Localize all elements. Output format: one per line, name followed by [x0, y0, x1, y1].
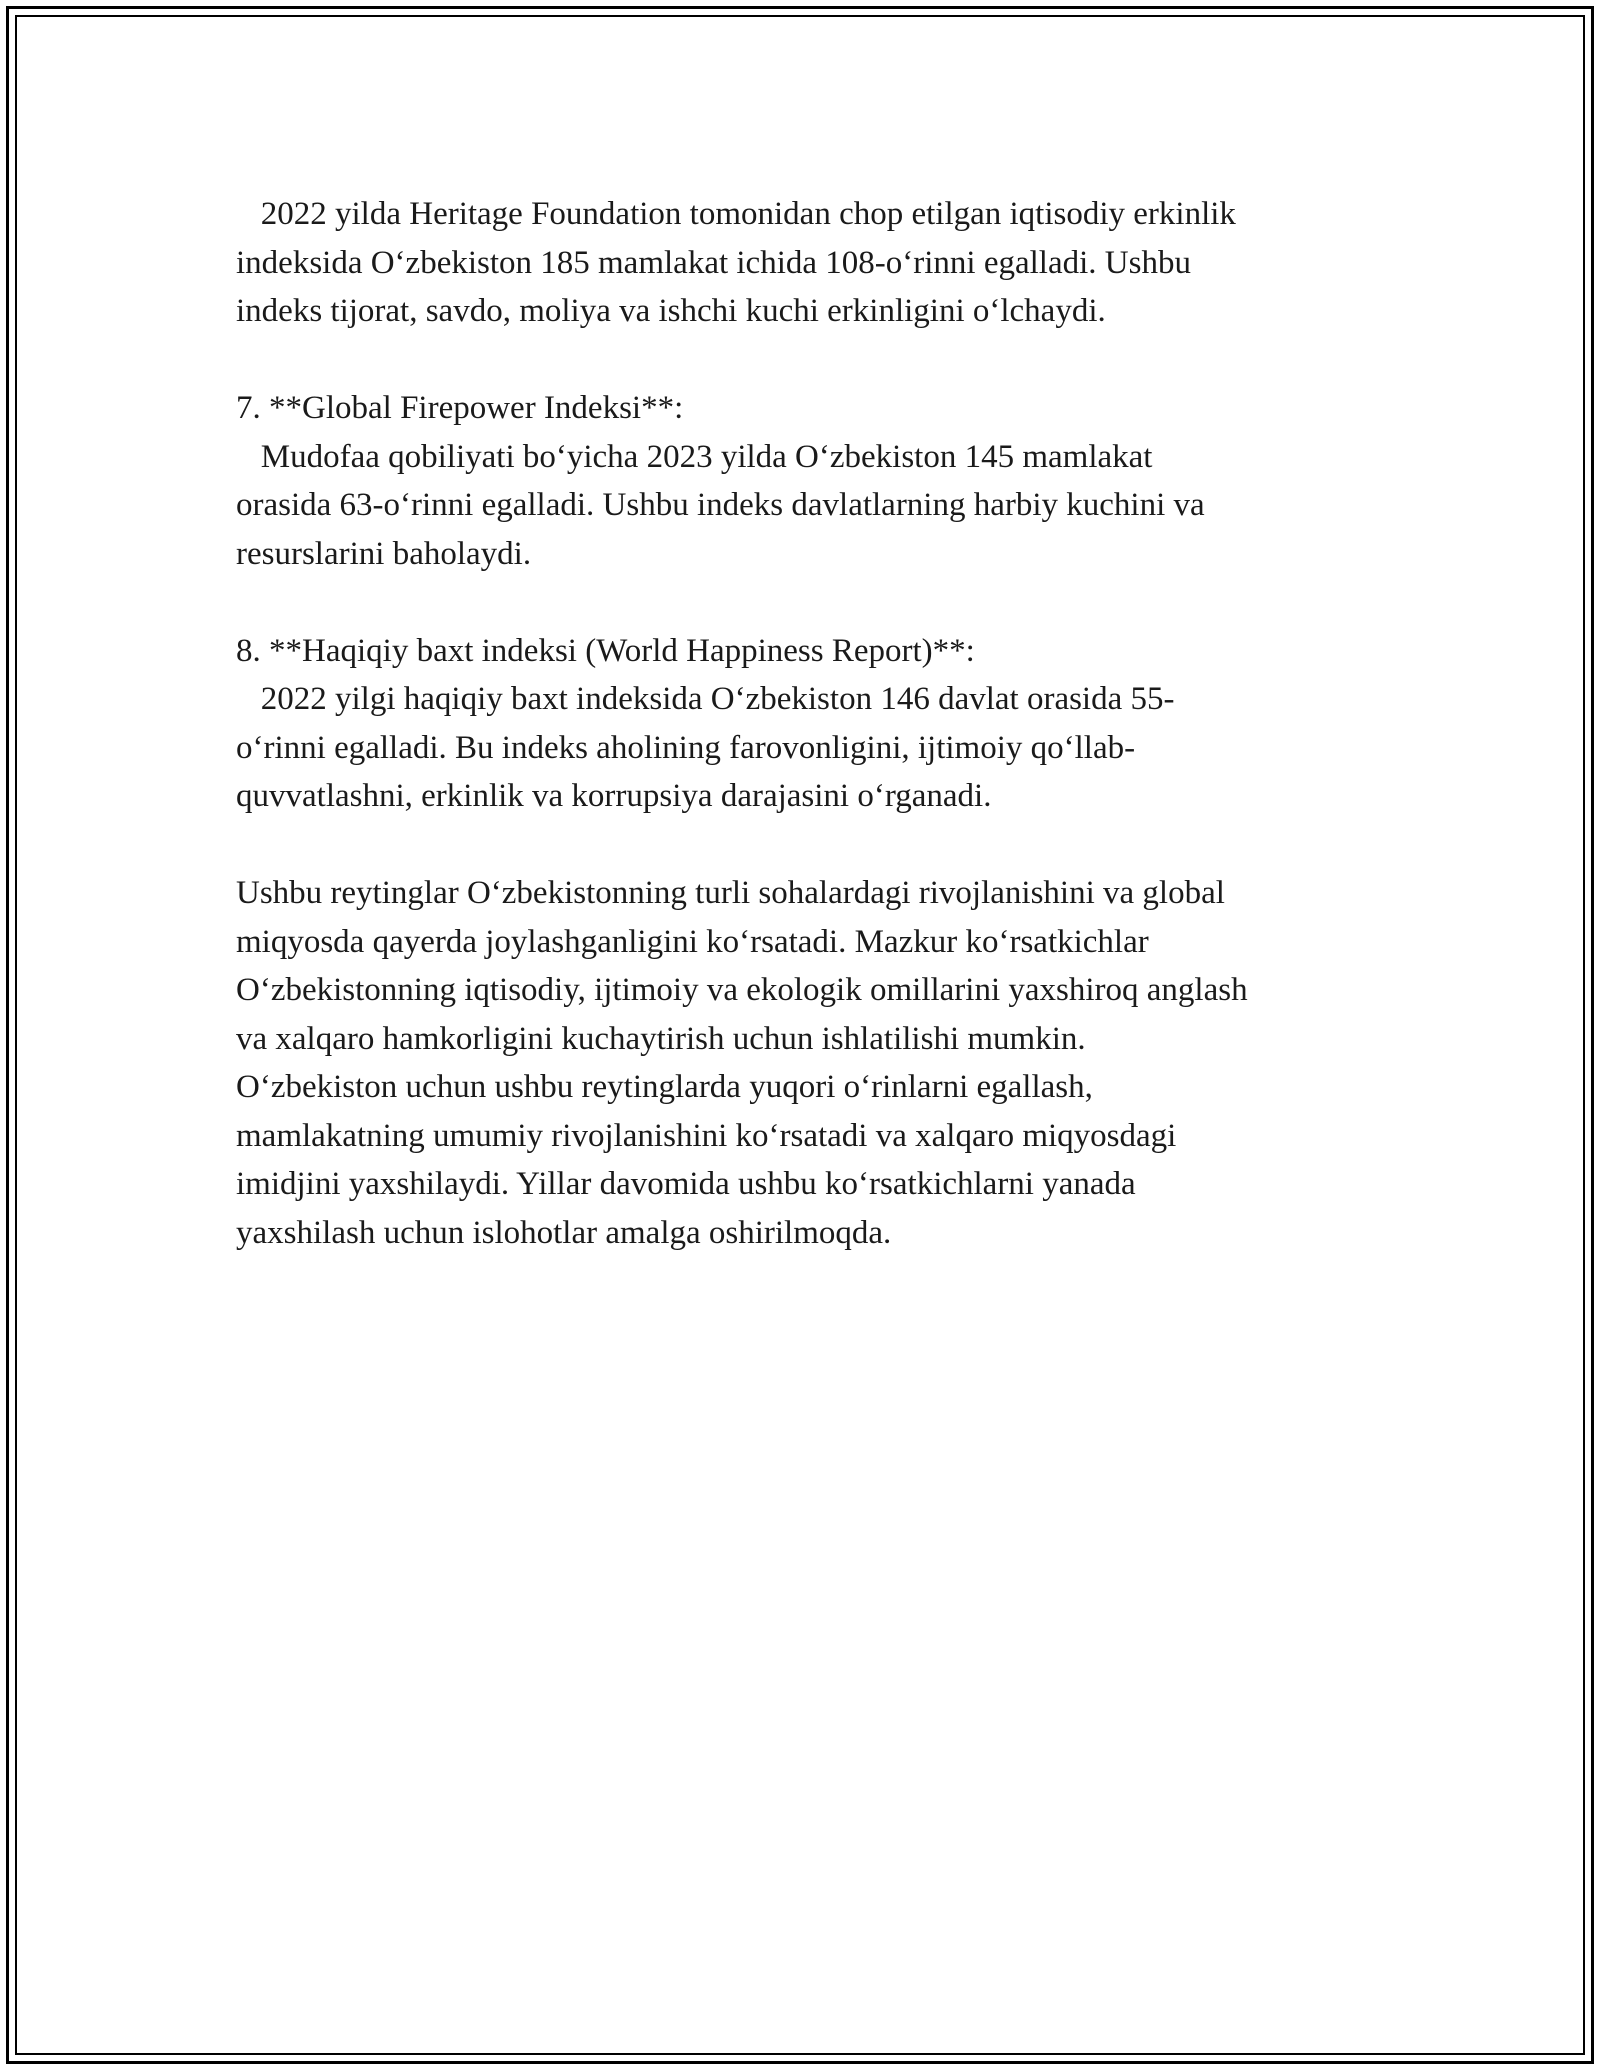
paragraph-conclusion — [236, 869, 1366, 1257]
text-line: yaxshilash uchun islohotlar amalga oshirilmoqda. — [236, 1214, 892, 1251]
text-line: indeks tijorat, savdo, moliya va ishchi kuchi erkinligini o‘lchaydi. — [236, 293, 1106, 329]
text-line: O‘zbekiston uchun ushbu reytinglarda yuqori o‘rinlarni egallash, — [236, 1069, 1093, 1105]
text-line: va xalqaro hamkorligini kuchaytirish uchun ishlatilishi mumkin. — [236, 1020, 1086, 1057]
text-line: Mudofaa qobiliyati bo‘yicha 2023 yilda O‘zbekiston 145 mamlakat — [236, 438, 1153, 475]
text-line: quvvatlashni, erkinlik va korrupsiya darajasini o‘rganadi. — [236, 778, 992, 814]
text-line: resurslarini baholaydi. — [236, 535, 532, 572]
section-heading: 8. **Haqiqiy baxt indeksi (World Happiness Report)**: — [236, 632, 975, 669]
text-line: miqyosda qayerda joylashganligini ko‘rsatadi. Mazkur ko‘rsatkichlar — [236, 923, 1149, 960]
text-line: o‘rinni egalladi. Bu indeks aholining farovonligini, ijtimoiy qo‘llab- — [236, 729, 1136, 766]
paragraph-world-happiness — [236, 627, 1366, 821]
text-line: Ushbu reytinglar O‘zbekistonning turli sohalardagi rivojlanishini va global — [236, 875, 1225, 911]
paragraph-global-firepower — [236, 384, 1366, 578]
text-line: O‘zbekistonning iqtisodiy, ijtimoiy va ekologik omillarini yaxshiroq anglash — [236, 972, 1248, 1008]
text-line: 2022 yilda Heritage Foundation tomonidan chop etilgan iqtisodiy erkinlik — [236, 196, 1236, 232]
paragraph-economic-freedom — [236, 190, 1366, 336]
section-heading: 7. **Global Firepower Indeksi**: — [236, 390, 684, 426]
text-line: 2022 yilgi haqiqiy baxt indeksida O‘zbekiston 146 davlat orasida 55- — [236, 681, 1175, 717]
text-line: mamlakatning umumiy rivojlanishini ko‘rsatadi va xalqaro miqyosdagi — [236, 1117, 1177, 1154]
text-line: indeksida O‘zbekiston 185 mamlakat ichida 108-o‘rinni egalladi. Ushbu — [236, 244, 1191, 281]
text-line: imidjini yaxshilaydi. Yillar davomida ushbu ko‘rsatkichlarni yanada — [236, 1166, 1136, 1202]
text-line: orasida 63-o‘rinni egalladi. Ushbu indeks davlatlarning harbiy kuchini va — [236, 487, 1205, 523]
document-body — [236, 190, 1366, 1306]
